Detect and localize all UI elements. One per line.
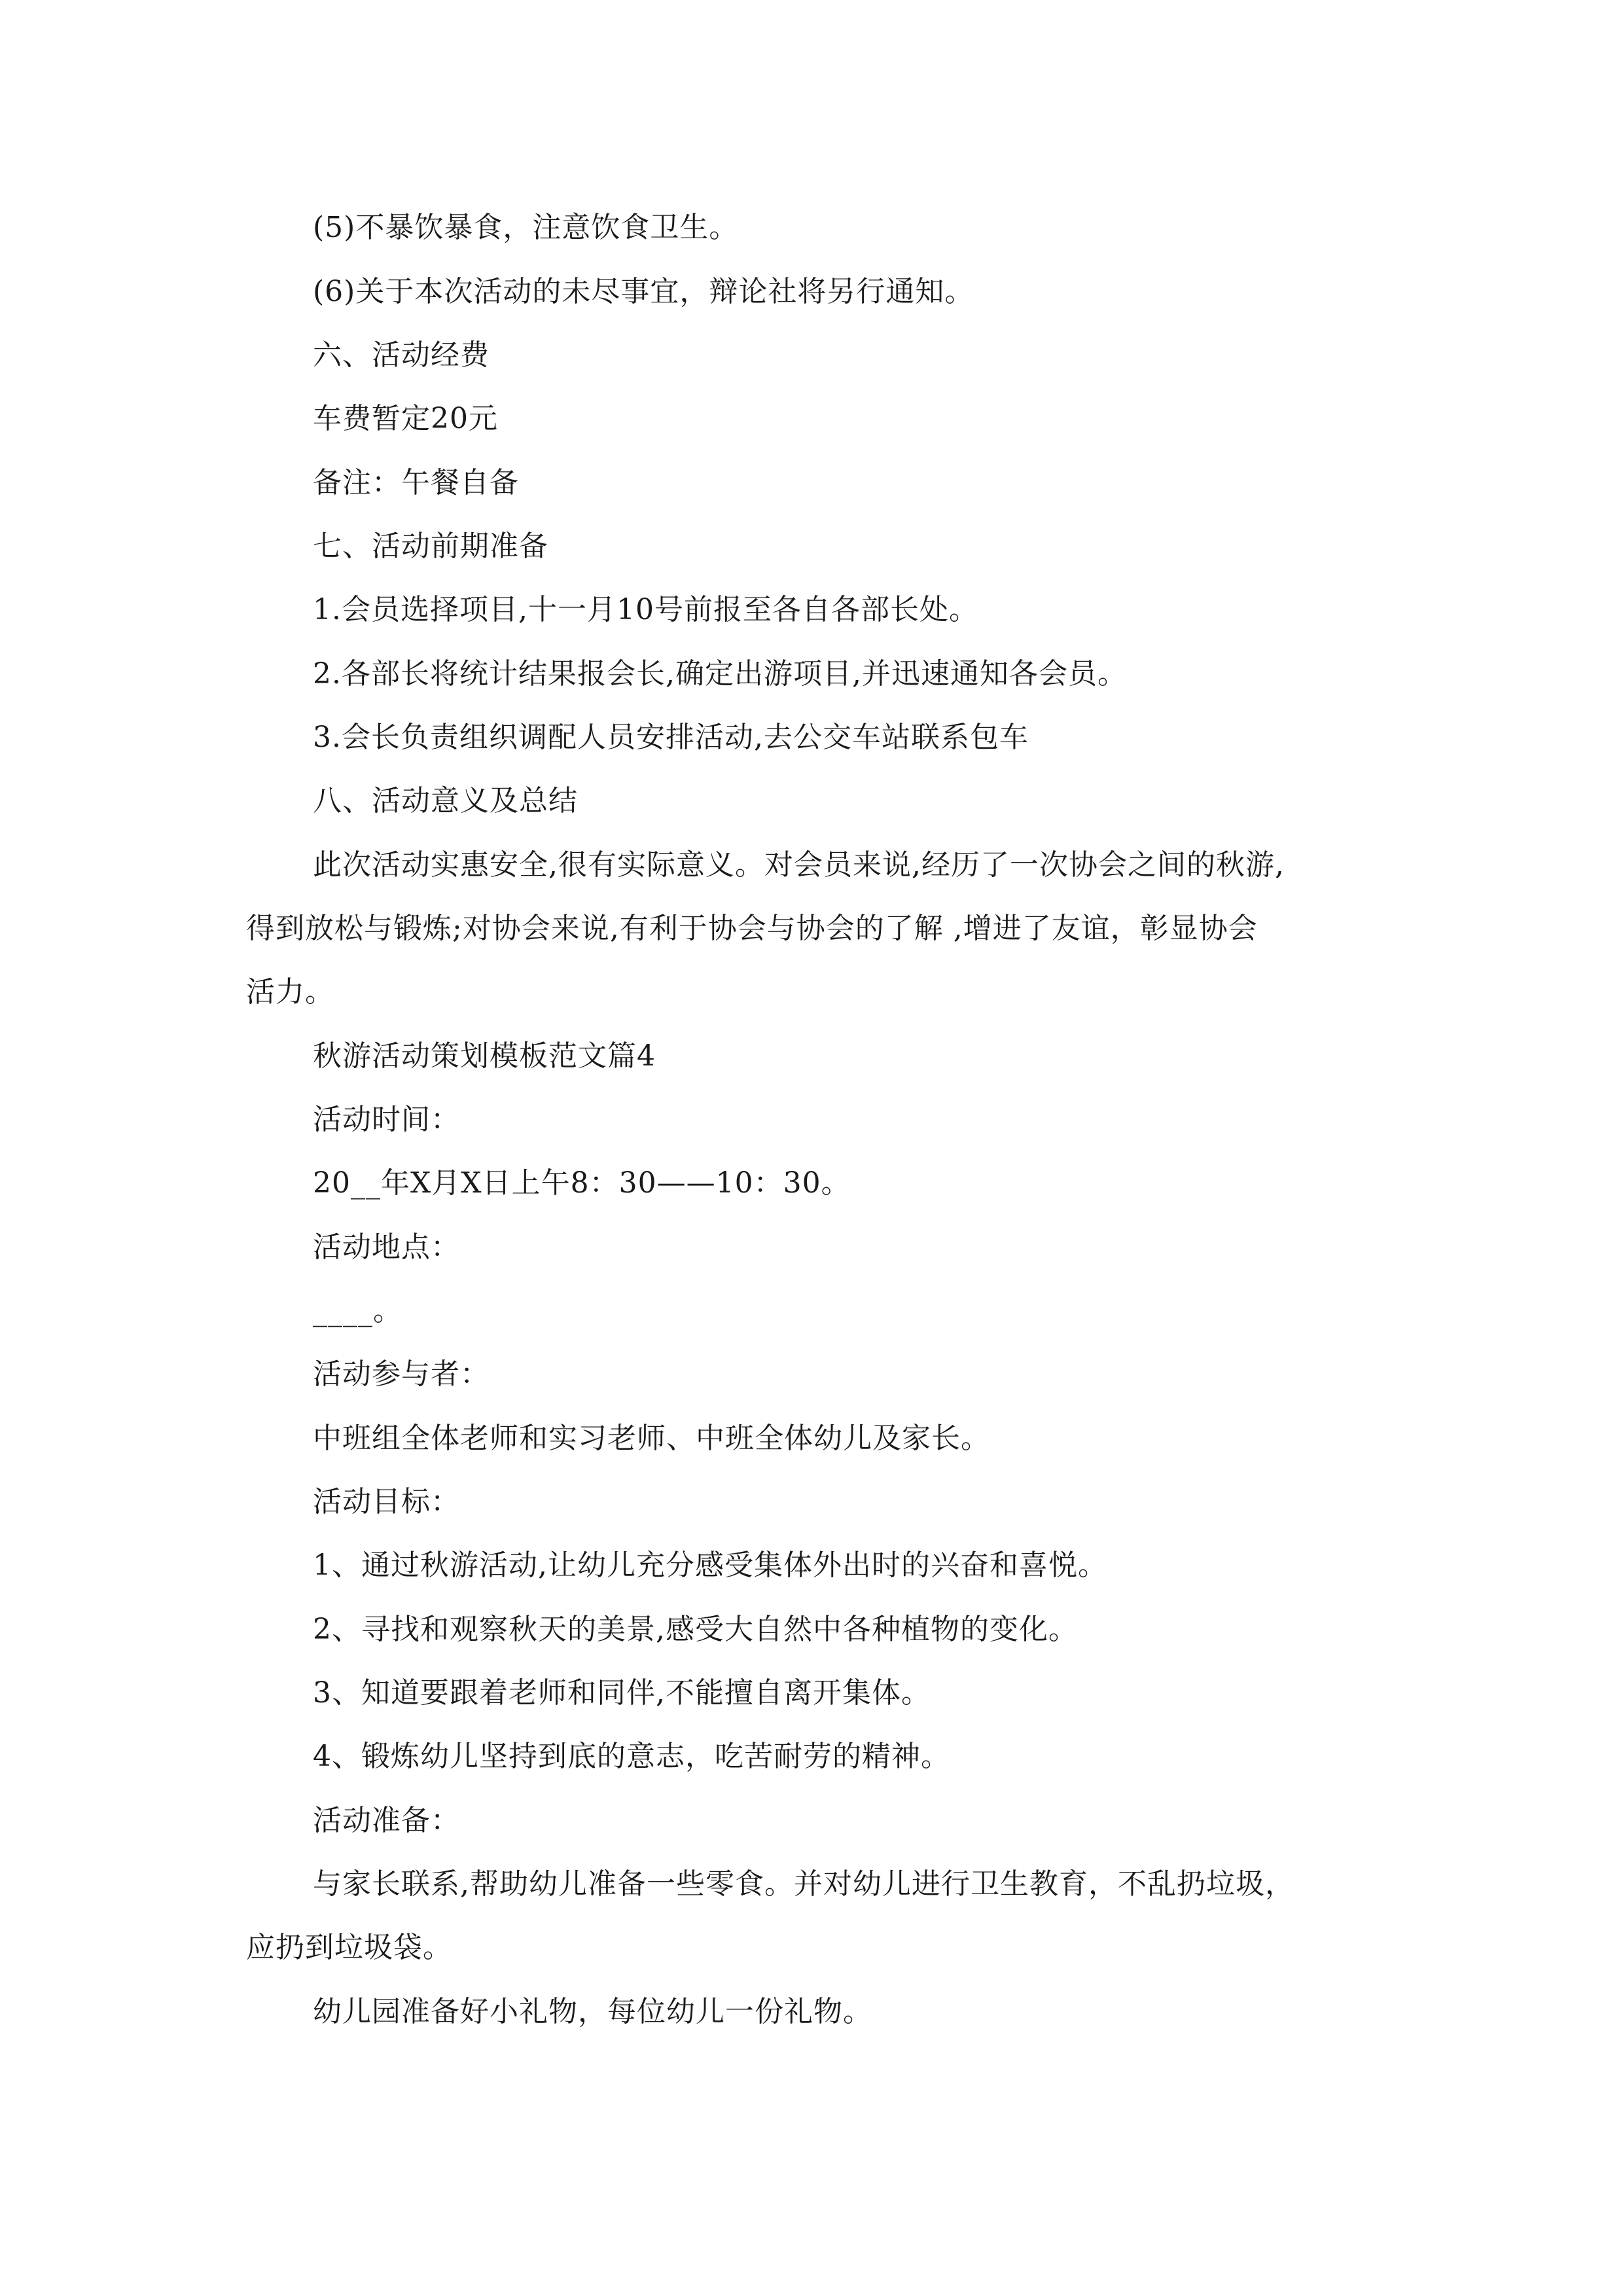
label-activity-location: 活动地点： — [313, 1230, 460, 1264]
label-participants: 活动参与者： — [313, 1357, 490, 1391]
value-participants: 中班组全体老师和实习老师、中班全体幼儿及家长。 — [313, 1422, 990, 1455]
list-item-goal-4: 4、锻炼幼儿坚持到底的意志，吃苦耐劳的精神。 — [313, 1740, 950, 1773]
value-activity-time: 20__年X月X日上午8：30——10：30。 — [313, 1166, 851, 1200]
paragraph-fare: 车费暂定20元 — [313, 402, 498, 435]
section-heading-funding: 六、活动经费 — [313, 338, 490, 372]
label-activity-goals: 活动目标： — [313, 1485, 460, 1518]
list-item-goal-3: 3、知道要跟着老师和同伴,不能擅自离开集体。 — [313, 1676, 931, 1710]
paragraph-preparation-line-2: 应扔到垃圾袋。 — [246, 1931, 452, 1964]
list-item-prep-3: 3.会长负责组织调配人员安排活动,去公交车站联系包车 — [313, 721, 1029, 754]
paragraph-note: 备注：午餐自备 — [313, 466, 519, 499]
list-item-prep-1: 1.会员选择项目,十一月10号前报至各自各部长处。 — [313, 593, 978, 626]
value-activity-location: ____。 — [313, 1294, 402, 1327]
label-activity-preparation: 活动准备： — [313, 1804, 460, 1837]
paragraph-significance-line-2: 得到放松与锻炼;对协会来说,有利于协会与协会的了解 ,增进了友谊，彰显协会 — [246, 912, 1258, 945]
paragraph-preparation-line-1: 与家长联系,帮助幼儿准备一些零食。并对幼儿进行卫生教育，不乱扔垃圾， — [313, 1867, 1294, 1901]
paragraph-gifts: 幼儿园准备好小礼物，每位幼儿一份礼物。 — [313, 1995, 872, 2028]
list-item-6: (6)关于本次活动的未尽事宜，辩论社将另行通知。 — [313, 275, 974, 308]
list-item-5: (5)不暴饮暴食，注意饮食卫生。 — [313, 211, 739, 244]
list-item-goal-1: 1、通过秋游活动,让幼儿充分感受集体外出时的兴奋和喜悦。 — [313, 1549, 1107, 1582]
list-item-goal-2: 2、寻找和观察秋天的美景,感受大自然中各种植物的变化。 — [313, 1613, 1078, 1646]
paragraph-significance-line-3: 活力。 — [246, 975, 334, 1009]
list-item-prep-2: 2.各部长将统计结果报会长,确定出游项目,并迅速通知各会员。 — [313, 657, 1127, 691]
section-heading-preparation: 七、活动前期准备 — [313, 529, 548, 563]
article-title: 秋游活动策划模板范文篇4 — [313, 1039, 656, 1073]
label-activity-time: 活动时间： — [313, 1103, 460, 1136]
section-heading-significance: 八、活动意义及总结 — [313, 784, 578, 817]
paragraph-significance-line-1: 此次活动实惠安全,很有实际意义。对会员来说,经历了一次协会之间的秋游, — [313, 848, 1285, 882]
